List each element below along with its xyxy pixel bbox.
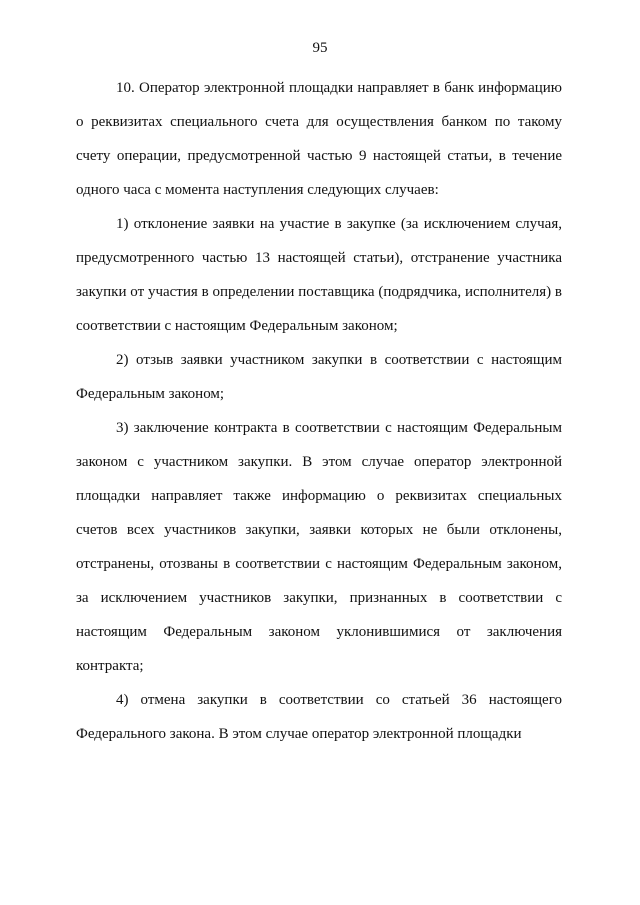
paragraph-subitem-1: 1) отклонение заявки на участие в закупке (за исключением случая, предусмотренного частью 13 настоящей статьи), отстранение участника закупки от участия в определении поставщика (подрядчика, исполнителя) в соответствии с настоящим Федеральным законом; — [76, 216, 562, 334]
page-number: 95 — [312, 40, 328, 56]
paragraph-subitem-4: 4) отмена закупки в соответствии со статьей 36 настоящего Федерального закона. В этом случае оператор электронной площадки — [76, 692, 562, 742]
document-body — [76, 71, 562, 751]
paragraph-item-10: 10. Оператор электронной площадки направляет в банк информацию о реквизитах специального счета для осуществления банком по такому счету операции, предусмотренной частью 9 настоящей статьи, в течение одного часа с момента наступления следующих случаев: — [76, 80, 562, 198]
paragraph-subitem-2: 2) отзыв заявки участником закупки в соответствии с настоящим Федеральным законом; — [76, 352, 562, 402]
paragraph-subitem-3: 3) заключение контракта в соответствии с настоящим Федеральным законом с участником закупки. В этом случае оператор электронной площадки направляет также информацию о реквизитах специальных счетов всех участников закупки, заявки которых не были отклонены, отстранены, отозваны в соответствии с настоящим Федеральным законом, за исключением участников закупки, признанных в соответствии с настоящим Федеральным законом уклонившимися от заключения контракта; — [76, 420, 562, 674]
